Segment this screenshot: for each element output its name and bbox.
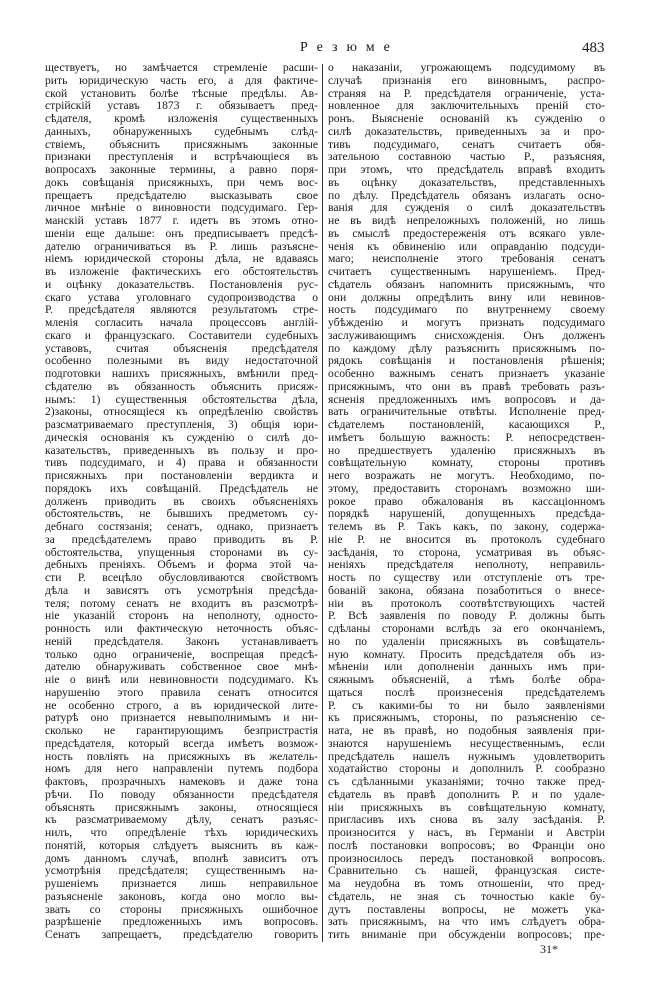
text-line: въ оцѣнку доказательствъ, представленныхъ <box>328 175 605 189</box>
text-line: Сенатъ запрещаетъ, предсѣдателю говорить <box>45 928 318 941</box>
text-line: предсѣдатель нашелъ нужнымъ удовлетворить <box>328 749 605 763</box>
text-line: только одно ограниченіе, воспрещая предсѣ- <box>45 647 318 661</box>
text-line: съ сдѣланными указаніями; точно также пред- <box>328 775 605 788</box>
text-line: понятій, которыя слѣдуетъ выяснить въ каж- <box>45 838 318 852</box>
text-line: разсматриваемаго преступленія, 3) общія юри- <box>45 418 318 431</box>
text-line: порядкѣ нарушеній, допущенныхъ предсѣда- <box>328 507 605 521</box>
text-line: убѣжденію и могутъ признать подсудимаго <box>328 316 605 329</box>
text-line: сѣдателя, кромѣ изложенія существенныхъ <box>45 112 318 125</box>
text-line: него возражать не могутъ. Необходимо, по- <box>328 469 605 482</box>
text-line: считаетъ существеннымъ нарушеніемъ. Пред- <box>328 265 605 278</box>
text-line: рѣчи. По поводу обязанности предсѣдателя <box>45 787 318 801</box>
text-line: вать ограничительные отвѣты. Исполненіе пред- <box>328 405 605 419</box>
text-line: послѣ постановки вопросовъ; во Франціи оно <box>328 838 605 852</box>
text-line: въ смыслѣ предостереженія отъ всякаго увле- <box>328 226 605 240</box>
text-line: уставовъ, считая объясненія предсѣдателя <box>45 341 318 355</box>
text-line: Р. предсѣдателя являются результатомъ стре- <box>45 303 318 317</box>
page-number: 483 <box>582 40 605 56</box>
text-line: Сравнительно съ нашей, французская систе- <box>328 864 605 878</box>
text-line: нымъ: 1) существенныя обстоятельства дѣла, <box>45 392 318 406</box>
text-line: случаѣ признанія его виновнымъ, распро- <box>328 73 605 87</box>
text-line: объяснять присяжнымъ законы, относящіеся <box>45 800 318 814</box>
text-line: данныхъ, обнаруженныхъ судебнымъ слѣд- <box>45 124 318 138</box>
text-line: силѣ доказательствъ, приведенныхъ за и про- <box>328 124 605 138</box>
text-line: не особенно строго, а въ юридической лите- <box>45 698 318 712</box>
text-line: ніе Р. не вносится въ протоколъ судебнаго <box>328 532 605 546</box>
signature-mark: 31* <box>540 942 558 956</box>
text-line: ната, не въ правѣ, но подобныя заявленія при- <box>328 724 605 737</box>
text-line: этому, предоставить сторонамъ возможно ши- <box>328 481 605 495</box>
text-line: ность по существу или отступленіе отъ тре- <box>328 571 605 584</box>
text-line: къ присяжнымъ, стороны, по разъясненію се- <box>328 711 605 725</box>
text-line: дебнаго состязанія; сенатъ, однако, признаетъ <box>45 520 318 533</box>
text-line: теля; потому сенатъ не входитъ въ разсмотрѣ- <box>45 596 318 610</box>
text-line: за предсѣдателемъ право приводить въ Р. <box>45 532 318 546</box>
text-line: присяжнымъ, что они въ правѣ требовать разъ- <box>328 379 605 393</box>
text-line: неніяхъ предсѣдателя неполноту, неправиль- <box>328 558 605 572</box>
text-line: мленія согласить начала процессовъ англій- <box>45 316 318 329</box>
text-line: рядокъ совѣщанія и постановленія рѣшенія; <box>328 354 605 368</box>
text-line: ратурѣ оно признается невыполнимымъ и ни- <box>45 711 318 725</box>
text-line: щаться послѣ произнесенія предсѣдателемъ <box>328 685 605 699</box>
running-header-title: Резюме <box>300 40 399 55</box>
text-line: маго; неисполненіе этого требованія сенатъ <box>328 252 605 266</box>
text-line: фактовъ, прозрачныхъ намековъ и даже тона <box>45 775 318 788</box>
text-line: домъ данномъ случаѣ, вполнѣ зависитъ отъ <box>45 851 318 865</box>
text-line: ма неудобна въ томъ отношеніи, что пред- <box>328 877 605 890</box>
text-line: сѣдателемъ постановленій, касающихся Р., <box>328 418 605 431</box>
text-line: рокое право обжалованія въ кассаціонномъ <box>328 494 605 508</box>
text-line: присяжныхъ при постановленіи вердикта и <box>45 469 318 482</box>
text-line: сѣдатель въ правѣ дополнить Р. и по удале- <box>328 787 605 801</box>
text-line: тить вниманіе при обсужденіи вопросовъ; пре- <box>328 928 605 941</box>
text-line: ніемъ юридической стороны дѣла, не вдаваясь <box>45 252 318 266</box>
text-line: скаго устава уголовнаго судопроизводства о <box>45 290 318 304</box>
text-column-left <box>45 62 318 942</box>
text-line: докъ совѣщанія присяжныхъ, при чемъ вос- <box>45 175 318 189</box>
text-line: мѣненіи или дополненіи данныхъ имъ при- <box>328 660 605 674</box>
text-line: рить юридическую часть его, а для фактиче- <box>45 73 318 87</box>
text-line: сѣдатель обязанъ напомнить присяжнымъ, что <box>328 277 605 291</box>
text-line: засѣданія, то сторона, усматривая въ объяс- <box>328 545 605 559</box>
text-line: но по удаленіи присяжныхъ въ совѣщатель- <box>328 634 605 648</box>
text-line: ченія къ обвиненію или оправданію подсуди- <box>328 239 605 253</box>
text-line: личное мнѣніе о виновности подсудимаго. Гер- <box>45 201 318 215</box>
text-line: ронъ. Выясненіе основаній къ сужденію о <box>328 112 605 125</box>
text-line: тивъ подсудимаго, сенатъ считаетъ обя- <box>328 137 605 151</box>
text-line: дателю ограничиваться въ Р. лишь разъясне- <box>45 239 318 253</box>
text-line: при этомъ, что предсѣдатель вправѣ входить <box>328 163 605 176</box>
text-line: ніе указаній сторонъ на неполноту, односто- <box>45 609 318 623</box>
text-line: неній предсѣдателя. Законъ устанавливаетъ <box>45 634 318 648</box>
text-line: порядокъ ихъ совѣщаній. Предсѣдатель не <box>45 481 318 495</box>
text-line: телемъ въ Р. Такъ какъ, по закону, содержа- <box>328 520 605 533</box>
text-line: рушеніемъ признается лишь неправильное <box>45 877 318 890</box>
text-line: сяжнымъ объясненій, а тѣмъ болѣе обра- <box>328 673 605 686</box>
text-line: но предшествуетъ удаленію присяжныхъ въ <box>328 443 605 457</box>
text-column-right <box>328 62 605 942</box>
text-line: произносилось передъ постановкой вопросовъ. <box>328 851 605 865</box>
text-line: не въ видѣ непреложныхъ положеній, но лишь <box>328 214 605 227</box>
text-line: ную комнату. Просить предсѣдателя объ из- <box>328 647 605 661</box>
text-line: къ разсматриваемому дѣлу, сенатъ разъяс- <box>45 813 318 827</box>
text-line: казательствъ, приведенныхъ въ пользу и про- <box>45 443 318 457</box>
text-line: ніи въ протоколъ соотвѣтствующихъ частей <box>328 596 605 610</box>
text-line: признаки преступленія и встрѣчающіеся въ <box>45 150 318 164</box>
text-line: заслуживающимъ снисхожденія. Онъ долженъ <box>328 328 605 342</box>
text-line: ніи присяжныхъ въ совѣщательную комнату, <box>328 800 605 814</box>
text-line: стрійскій уставъ 1873 г. обязываетъ пред- <box>45 99 318 113</box>
text-line: знаются нарушеніемъ несущественнымъ, если <box>328 736 605 750</box>
text-line: разрѣшеніе предложенныхъ имъ вопросовъ. <box>45 915 318 929</box>
text-line: обстоятельствъ, не бывшихъ предметомъ су- <box>45 507 318 521</box>
text-line: ствіемъ, объяснить присяжнымъ законные <box>45 137 318 151</box>
text-line: Р. Всѣ заявленія по поводу Р. должны быть <box>328 609 605 623</box>
text-line: ществуетъ, но замѣчается стремленіе расши- <box>45 61 318 74</box>
text-line: шеніи еще дальше: онъ предписываетъ предсѣ- <box>45 226 318 240</box>
column-divider <box>322 64 323 942</box>
text-line: долженъ приводить въ своихъ объясненіяхъ <box>45 494 318 508</box>
text-line: ніе о винѣ или невиновности подсудимаго. Къ <box>45 673 318 686</box>
text-line: новленное для заключительныхъ преній сто- <box>328 99 605 113</box>
text-line: скаго и французскаго. Составители судебныхъ <box>45 328 318 342</box>
text-line: по дѣлу. Предсѣдатель обязанъ излагать осно- <box>328 188 605 202</box>
text-line: номъ для него направленіи путемъ подбора <box>45 762 318 776</box>
text-line: и оцѣнку доказательствъ. Постановленія рус- <box>45 277 318 291</box>
text-line: ской установить болѣе тѣсные предѣлы. Ав- <box>45 86 318 100</box>
text-line: вопросахъ законные термины, а равно поря- <box>45 163 318 176</box>
text-line: прещаетъ предсѣдателю высказывать свое <box>45 188 318 202</box>
text-line: страняя на Р. предсѣдателя ограниченіе, уста- <box>328 86 605 100</box>
text-line: сѣдателю въ обязанность объяснить присяж- <box>45 379 318 393</box>
text-line: имѣетъ большую важность: Р. непосредствен- <box>328 430 605 444</box>
text-line: дателю обнаруживать собственное свое мнѣ- <box>45 660 318 674</box>
text-line: въ изложеніе фактическихъ его обстоятельствъ <box>45 265 318 278</box>
text-line: особенно важнымъ сенатъ признаетъ указаніе <box>328 367 605 380</box>
text-line: сдѣланы сторонами вслѣдъ за его окончаніемъ, <box>328 622 605 635</box>
text-line: обстоятельства, упущенныя сторонами въ су- <box>45 545 318 559</box>
text-line: звать со стороны присяжныхъ ошибочное <box>45 902 318 916</box>
text-line: Р. съ какими-бы то ни было заявленіями <box>328 698 605 712</box>
text-line: манскій уставъ 1877 г. идетъ въ этомъ отно- <box>45 214 318 227</box>
text-line: особенно полезными въ виду недостаточной <box>45 354 318 368</box>
text-line: дическія основанія къ сужденію о силѣ до- <box>45 430 318 444</box>
text-line: усмотрѣнія предсѣдателя; существеннымъ на- <box>45 864 318 878</box>
text-line: ность повліять на присяжныхъ въ желатель- <box>45 749 318 763</box>
text-line: пригласивъ ихъ снова въ залу засѣданія. Р. <box>328 813 605 827</box>
text-line: сѣдатель, не зная съ точностью какіе бу- <box>328 889 605 903</box>
text-line: дутъ поставлены вопросы, не можетъ ука- <box>328 902 605 916</box>
text-line: ясненія предложенныхъ имъ вопросовъ и да- <box>328 392 605 406</box>
text-line: сколько не гарантирующимъ безпристрастія <box>45 724 318 737</box>
text-line: дѣла и зависятъ отъ усмотрѣнія предсѣда- <box>45 583 318 597</box>
text-line: 2)законы, относящіеся къ опредѣленію свойствъ <box>45 405 318 419</box>
text-line: о наказаніи, угрожающемъ подсудимому въ <box>328 61 605 74</box>
text-line: тивъ подсудимаго, и 4) права и обязанности <box>45 456 318 470</box>
text-line: зать присяжнымъ, на что имъ слѣдуетъ обра- <box>328 915 605 929</box>
text-line: совѣщательную комнату, стороны противъ <box>328 456 605 470</box>
text-line: разъясненіе законовъ, когда оно могло вы- <box>45 889 318 903</box>
text-line: они должны опредѣлить вину или невинов- <box>328 290 605 304</box>
text-line: сти Р. всецѣло обусловливаются свойствомъ <box>45 571 318 584</box>
text-line: ность подсудимаго по внутреннему своему <box>328 303 605 317</box>
text-line: ванія для сужденія о силѣ доказательствъ <box>328 201 605 215</box>
text-line: подготовки нашихъ присяжныхъ, вмѣнили пред- <box>45 367 318 380</box>
text-line: предсѣдателя, который всегда имѣетъ возмож- <box>45 736 318 750</box>
text-line: дебныхъ преніяхъ. Объемъ и форма этой ча- <box>45 558 318 572</box>
text-line: зательною составною частью Р., разъясняя, <box>328 150 605 164</box>
text-line: ронность или фактическую неточность объяс- <box>45 622 318 635</box>
text-line: бованій закона, обязана позаботиться о внесе- <box>328 583 605 597</box>
text-line: нарушенію этого правила сенатъ относится <box>45 685 318 699</box>
text-line: ходатайство стороны и дополнилъ Р. сообразно <box>328 762 605 776</box>
text-line: произносится у насъ, въ Германіи и Австріи <box>328 826 605 839</box>
text-line: нилъ, что опредѣленіе тѣхъ юридическихъ <box>45 826 318 839</box>
text-line: по каждому дѣлу разъяснить присяжнымъ по- <box>328 341 605 355</box>
